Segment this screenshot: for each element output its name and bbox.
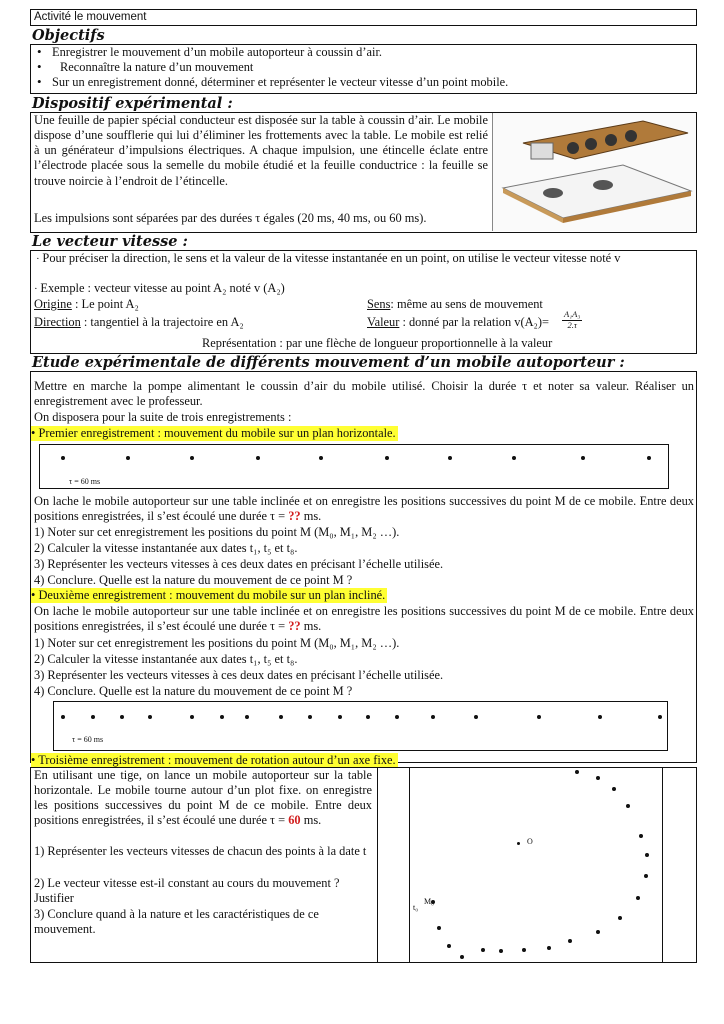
vecteur-direction bbox=[34, 315, 244, 330]
troisieme-enregistrement: • Troisième enregistrement : mouvement de rotation autour d’un axe fixe. bbox=[31, 753, 396, 767]
origine-value: : Le point A₂ bbox=[71, 297, 139, 311]
recorded-position-dot bbox=[61, 456, 65, 460]
recorded-position-dot bbox=[537, 715, 541, 719]
recorded-position-dot bbox=[126, 456, 130, 460]
vecteur-valeur bbox=[367, 315, 549, 330]
recorded-position-dot bbox=[245, 715, 249, 719]
etude-disposera: On disposera pour la suite de trois enregistrements : bbox=[34, 410, 292, 424]
etude-intro: Mettre en marche la pompe alimentant le coussin d’air du mobile utilisé. Choisir la durée τ et noter sa valeur. Réaliser un enregistrement avec le professeur. bbox=[34, 379, 694, 409]
tau-eq-2: τ = bbox=[270, 619, 289, 634]
question-4a: 4) Conclure. Quelle est la nature du mouvement de ce point M ? bbox=[34, 573, 353, 587]
question-4b: 4) Conclure. Quelle est la nature du mouvement de ce point M ? bbox=[34, 684, 353, 698]
recorded-position-dot bbox=[481, 948, 485, 952]
center-point bbox=[517, 842, 520, 845]
objectif-item: • Enregistrer le mouvement d’un mobile autoporteur à coussin d’air. bbox=[34, 45, 694, 60]
recorded-position-dot bbox=[448, 456, 452, 460]
recorded-position-dot bbox=[568, 939, 572, 943]
recorded-position-dot bbox=[61, 715, 65, 719]
sens-label: Sens bbox=[367, 297, 391, 311]
t3-question-1: 1) Représenter les vecteurs vitesses de chacun des points à la date t bbox=[34, 844, 367, 858]
troisieme-text: Troisième enregistrement : mouvement de rotation autour d’un axe fixe. bbox=[38, 753, 396, 767]
vecteur-heading: Le vecteur vitesse : bbox=[32, 233, 188, 250]
valeur-label: Valeur bbox=[367, 315, 400, 329]
recorded-position-dot bbox=[658, 715, 662, 719]
recorded-position-dot bbox=[618, 916, 622, 920]
recorded-position-dot bbox=[596, 930, 600, 934]
record-1-box bbox=[39, 444, 669, 489]
sens-value: : même au sens de mouvement bbox=[390, 297, 543, 311]
recorded-position-dot bbox=[366, 715, 370, 719]
recorded-position-dot bbox=[91, 715, 95, 719]
t3-tau-eq: τ = bbox=[270, 813, 289, 828]
recorded-position-dot bbox=[308, 715, 312, 719]
question-1a: 1) Noter sur cet enregistrement les positions du point M (M₀, M₁, M₂ …). bbox=[34, 525, 400, 539]
recorded-position-dot bbox=[338, 715, 342, 719]
t3-question-3: 3) Conclure quand à la nature et les caractéristiques de ce mouvement. bbox=[34, 907, 319, 937]
valeur-value: : donné par la relation v(A₂)= bbox=[399, 315, 549, 329]
record-2-tau: τ = 60 ms bbox=[72, 735, 104, 744]
fraction-numerator: A₁A₃ bbox=[564, 309, 581, 319]
recorded-position-dot bbox=[220, 715, 224, 719]
vecteur-origine bbox=[34, 297, 139, 312]
question-2b: 2) Calculer la vitesse instantanée aux dates t₁, t₅ et t₈. bbox=[34, 652, 298, 666]
record-3-figure-box bbox=[409, 767, 663, 963]
fraction-denominator: 2.τ bbox=[567, 319, 577, 330]
m0-label: M₀ bbox=[424, 897, 434, 906]
vecteur-intro: · Pour préciser la direction, le sens et la valeur de la vitesse instantanée en un point, on utilise le vecteur vitesse noté v bbox=[36, 251, 621, 265]
t3-question-2: 2) Le vecteur vitesse est-il constant au cours du mouvement ? Justifier bbox=[34, 876, 340, 906]
recorded-position-dot bbox=[120, 715, 124, 719]
t3-text-body: En utilisant une tige, on lance un mobile autoporteur sur la table horizontale. Le mobile tourne autour d’un plot fixe. on enregistre les positions successives du point M de ce mobile. Entre deux positions enregistrées, il s’est écoulé une durée bbox=[34, 768, 372, 828]
etude-lache-1 bbox=[34, 494, 694, 524]
premier-text: Premier enregistrement : mouvement du mobile sur un plan horizontale. bbox=[38, 426, 396, 440]
recorded-position-dot bbox=[256, 456, 260, 460]
lache-1-text: On lache le mobile autoporteur sur une table inclinée et on enregistre les positions successives du point M de ce mobile. Entre deux positions enregistrées, il s’est écoulé une durée bbox=[34, 494, 694, 524]
lache-2-text: On lache le mobile autoporteur sur une table inclinée et on enregistre les positions successives du point M de ce mobile. Entre deux positions enregistrées, il s’est écoulé une durée bbox=[34, 604, 694, 634]
tau-unknown-1: ?? bbox=[288, 509, 301, 524]
etude-heading: Etude expérimentale de différents mouvement d’un mobile autoporteur : bbox=[32, 354, 625, 371]
question-3b: 3) Représenter les vecteurs vitesses à ces deux dates en précisant l’échelle utilisée. bbox=[34, 668, 444, 682]
deuxieme-enregistrement: • Deuxième enregistrement : mouvement du mobile sur un plan incliné. bbox=[31, 588, 386, 602]
recorded-position-dot bbox=[512, 456, 516, 460]
recorded-position-dot bbox=[598, 715, 602, 719]
ms-2: ms. bbox=[300, 619, 322, 634]
objectif-item: • Sur un enregistrement donné, déterminer et représenter le vecteur vitesse d’un point mobile. bbox=[34, 75, 694, 90]
recorded-position-dot bbox=[647, 456, 651, 460]
ms-1: ms. bbox=[300, 509, 322, 524]
recorded-position-dot bbox=[522, 948, 526, 952]
direction-value: : tangentiel à la trajectoire en A₂ bbox=[80, 315, 244, 329]
direction-label: Direction bbox=[34, 315, 81, 329]
recorded-position-dot bbox=[644, 874, 648, 878]
t3-text bbox=[34, 768, 372, 829]
question-2a: 2) Calculer la vitesse instantanée aux dates t₁, t₅ et t₈. bbox=[34, 541, 298, 555]
tau-eq-1: τ = bbox=[270, 509, 289, 524]
deuxieme-text: Deuxième enregistrement : mouvement du mobile sur un plan incliné. bbox=[38, 588, 386, 602]
recorded-position-dot bbox=[437, 926, 441, 930]
etude-lache-2 bbox=[34, 604, 694, 634]
dispositif-impulsions: Les impulsions sont séparées par des durées τ égales (20 ms, 40 ms, ou 60 ms). bbox=[34, 211, 427, 225]
record-2-box bbox=[53, 701, 668, 751]
recorded-position-dot bbox=[460, 955, 464, 959]
question-3a: 3) Représenter les vecteurs vitesses à ces deux dates en précisant l’échelle utilisée. bbox=[34, 557, 444, 571]
recorded-position-dot bbox=[581, 456, 585, 460]
recorded-position-dot bbox=[447, 944, 451, 948]
recorded-position-dot bbox=[636, 896, 640, 900]
vecteur-sens bbox=[367, 297, 543, 312]
vecteur-representation: Représentation : par une flèche de longueur proportionnelle à la valeur bbox=[202, 336, 553, 350]
dispositif-heading: Dispositif expérimental : bbox=[32, 95, 233, 112]
recorded-position-dot bbox=[190, 715, 194, 719]
recorded-position-dot bbox=[431, 715, 435, 719]
vecteur-exemple-text: Exemple : vecteur vitesse au point A₂ noté v (A₂) bbox=[40, 281, 285, 295]
objectifs-list bbox=[34, 45, 694, 90]
question-1b: 1) Noter sur cet enregistrement les positions du point M (M₀, M₁, M₂ …). bbox=[34, 636, 400, 650]
recorded-position-dot bbox=[639, 834, 643, 838]
page-title: Activité le mouvement bbox=[34, 11, 147, 23]
recorded-position-dot bbox=[474, 715, 478, 719]
recorded-position-dot bbox=[612, 787, 616, 791]
recorded-position-dot bbox=[596, 776, 600, 780]
t0-label: t₀ bbox=[413, 903, 419, 912]
origine-label: Origine bbox=[34, 297, 72, 311]
recorded-position-dot bbox=[279, 715, 283, 719]
recorded-position-dot bbox=[626, 804, 630, 808]
recorded-position-dot bbox=[645, 853, 649, 857]
valeur-fraction bbox=[562, 310, 582, 331]
objectif-item: • Reconnaître la nature d’un mouvement bbox=[34, 60, 694, 75]
vecteur-intro-text: Pour préciser la direction, le sens et la valeur de la vitesse instantanée en un point, on utilise le vecteur vitesse noté v bbox=[42, 251, 621, 265]
recorded-position-dot bbox=[190, 456, 194, 460]
recorded-position-dot bbox=[319, 456, 323, 460]
recorded-position-dot bbox=[395, 715, 399, 719]
objectifs-heading: Objectifs bbox=[32, 27, 105, 44]
vecteur-exemple: · Exemple : vecteur vitesse au point A₂ noté v (A₂) bbox=[34, 281, 285, 295]
recorded-position-dot bbox=[499, 949, 503, 953]
air-table-photo bbox=[492, 113, 696, 231]
recorded-position-dot bbox=[575, 770, 579, 774]
recorded-position-dot bbox=[547, 946, 551, 950]
premier-enregistrement: • Premier enregistrement : mouvement du mobile sur un plan horizontale. bbox=[31, 426, 396, 440]
t3-tau-value: 60 bbox=[288, 813, 301, 828]
record-1-tau: τ = 60 ms bbox=[69, 477, 101, 486]
tau-unknown-2: ?? bbox=[288, 619, 301, 634]
recorded-position-dot bbox=[385, 456, 389, 460]
center-label: O bbox=[527, 837, 533, 846]
air-table-image bbox=[493, 113, 696, 231]
dispositif-text: Une feuille de papier spécial conducteur est disposée sur la table à coussin d’air. Le mobile dispose d’une soufflerie qui lui d’éliminer les frottements avec la table. Le mobile est relié à un générateur d’impulsions électriques. A chaque impulsion, une étincelle éclate entre l’électrode placée sous la semelle du mobile étudié et la feuille conductrice : la feuille se trouve noircie à l’endroit de l’étincelle. bbox=[34, 113, 488, 188]
t3-ms: ms. bbox=[300, 813, 322, 828]
recorded-position-dot bbox=[148, 715, 152, 719]
